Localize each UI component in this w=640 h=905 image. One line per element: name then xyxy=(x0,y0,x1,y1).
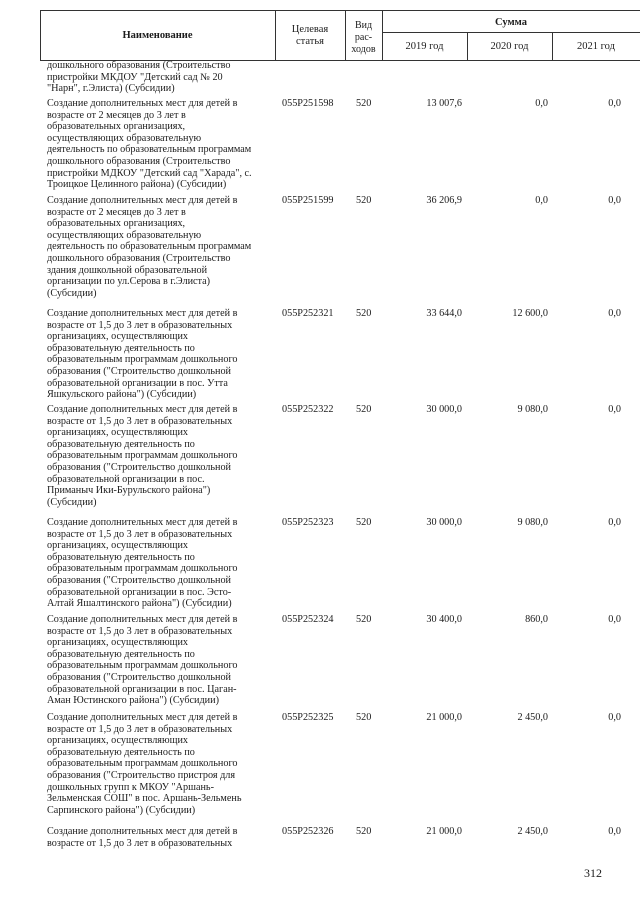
row-name: Создание дополнительных мест для детей в возрасте от 1,5 до 3 лет в образовательных организациях, осуществляющих образовательную деятельность по образовательным программам дошкольного образования ("Строительство дошкольной образовательной организации в пос. Цаган- Аман Юстинского района") (Субсидии) xyxy=(47,614,238,707)
row-code: 055P252321 xyxy=(282,308,334,319)
row-2019: 21 000,0 xyxy=(426,712,462,723)
row-name: Создание дополнительных мест для детей в возрасте от 1,5 до 3 лет в образовательных организациях, осуществляющих образовательную деятельность по образовательным программам дошкольного образования ("Строительство дошкольной образовательной организации в пос. Приманыч Ики-Бурульского района") (Субсидии) xyxy=(47,404,238,508)
row-2021: 0,0 xyxy=(608,826,621,837)
row-name: Создание дополнительных мест для детей в возрасте от 1,5 до 3 лет в образовательных xyxy=(47,826,238,849)
row-2019: 13 007,6 xyxy=(426,98,462,109)
row-code: 055P252325 xyxy=(282,712,334,723)
header-sum: Сумма xyxy=(495,17,527,28)
row-vid: 520 xyxy=(356,614,372,625)
row-2021: 0,0 xyxy=(608,98,621,109)
row-name: Создание дополнительных мест для детей в возрасте от 2 месяцев до 3 лет в образовательных организациях, осуществляющих образовательную деятельность по образовательным программам дошкольного образования (Строительство здания дошкольной образовательной организации по ул.Серова в г.Элиста) (Субсидии) xyxy=(47,195,252,299)
row-vid: 520 xyxy=(356,517,372,528)
row-2019: 21 000,0 xyxy=(426,826,462,837)
row-name: Создание дополнительных мест для детей в возрасте от 1,5 до 3 лет в образовательных организациях, осуществляющих образовательную деятельность по образовательным программам дошкольного образования ("Строительство пристроя для дошкольных групп к МКОУ "Аршань- Зельменская СОШ" в пос. Аршань-Зельмень Сарпинского района") (Субсидии) xyxy=(47,712,242,816)
header-2021: 2021 год xyxy=(577,41,615,52)
row-name: Создание дополнительных мест для детей в возрасте от 2 месяцев до 3 лет в образовательных организациях, осуществляющих образовательную деятельность по образовательным программам дошкольного образования (Строительство пристройки МДКОУ "Детский сад "Харада", с. Троицкое Целинного района) (Субсидии) xyxy=(47,98,252,191)
page-number: 312 xyxy=(584,866,602,880)
row-name: Создание дополнительных мест для детей в возрасте от 1,5 до 3 лет в образовательных организациях, осуществляющих образовательную деятельность по образовательным программам дошкольного образования ("Строительство дошкольной образовательной организации в пос. Утта Яшкульского района") (Субсидии) xyxy=(47,308,238,401)
header-vid: Вид рас- ходов xyxy=(351,20,376,55)
row-2019: 36 206,9 xyxy=(426,195,462,206)
header-top-line xyxy=(40,10,640,11)
row-vid: 520 xyxy=(356,404,372,415)
row-2021: 0,0 xyxy=(608,404,621,415)
header-name: Наименование xyxy=(122,30,193,41)
row-vid: 520 xyxy=(356,712,372,723)
row-code: 055P252323 xyxy=(282,517,334,528)
row-2019: 33 644,0 xyxy=(426,308,462,319)
row-2020: 2 450,0 xyxy=(517,826,548,837)
row-2020: 2 450,0 xyxy=(517,712,548,723)
row-vid: 520 xyxy=(356,308,372,319)
row-code: 055P252326 xyxy=(282,826,334,837)
row-2020: 0,0 xyxy=(535,195,548,206)
row-2020: 9 080,0 xyxy=(517,404,548,415)
header-sum-line xyxy=(382,32,640,33)
row-2021: 0,0 xyxy=(608,517,621,528)
row-vid: 520 xyxy=(356,98,372,109)
header-2020: 2020 год xyxy=(490,41,529,52)
row-code: 055P251598 xyxy=(282,98,334,109)
row-2020: 860,0 xyxy=(525,614,548,625)
row-name: Создание дополнительных мест для детей в возрасте от 1,5 до 3 лет в образовательных организациях, осуществляющих образовательную деятельность по образовательным программам дошкольного образования ("Строительство дошкольной образовательной организации в пос. Эсто- Алтай Яшалтинского района") (Субсидии) xyxy=(47,517,238,610)
row-code: 055P252322 xyxy=(282,404,334,415)
row-vid: 520 xyxy=(356,195,372,206)
row-2019: 30 000,0 xyxy=(426,404,462,415)
row-2021: 0,0 xyxy=(608,308,621,319)
row-code: 055P251599 xyxy=(282,195,334,206)
row-2019: 30 400,0 xyxy=(426,614,462,625)
header-target: Целевая статья xyxy=(291,24,329,47)
header-2019: 2019 год xyxy=(405,41,444,52)
row-vid: 520 xyxy=(356,826,372,837)
row-2020: 0,0 xyxy=(535,98,548,109)
row-name: дошкольного образования (Строительство пристройки МКДОУ "Детский сад № 20 "Нарн", г.Элиста) (Субсидии) xyxy=(47,60,231,95)
row-2021: 0,0 xyxy=(608,712,621,723)
row-2019: 30 000,0 xyxy=(426,517,462,528)
row-2020: 9 080,0 xyxy=(517,517,548,528)
row-2021: 0,0 xyxy=(608,614,621,625)
row-2021: 0,0 xyxy=(608,195,621,206)
row-code: 055P252324 xyxy=(282,614,334,625)
row-2020: 12 600,0 xyxy=(512,308,548,319)
